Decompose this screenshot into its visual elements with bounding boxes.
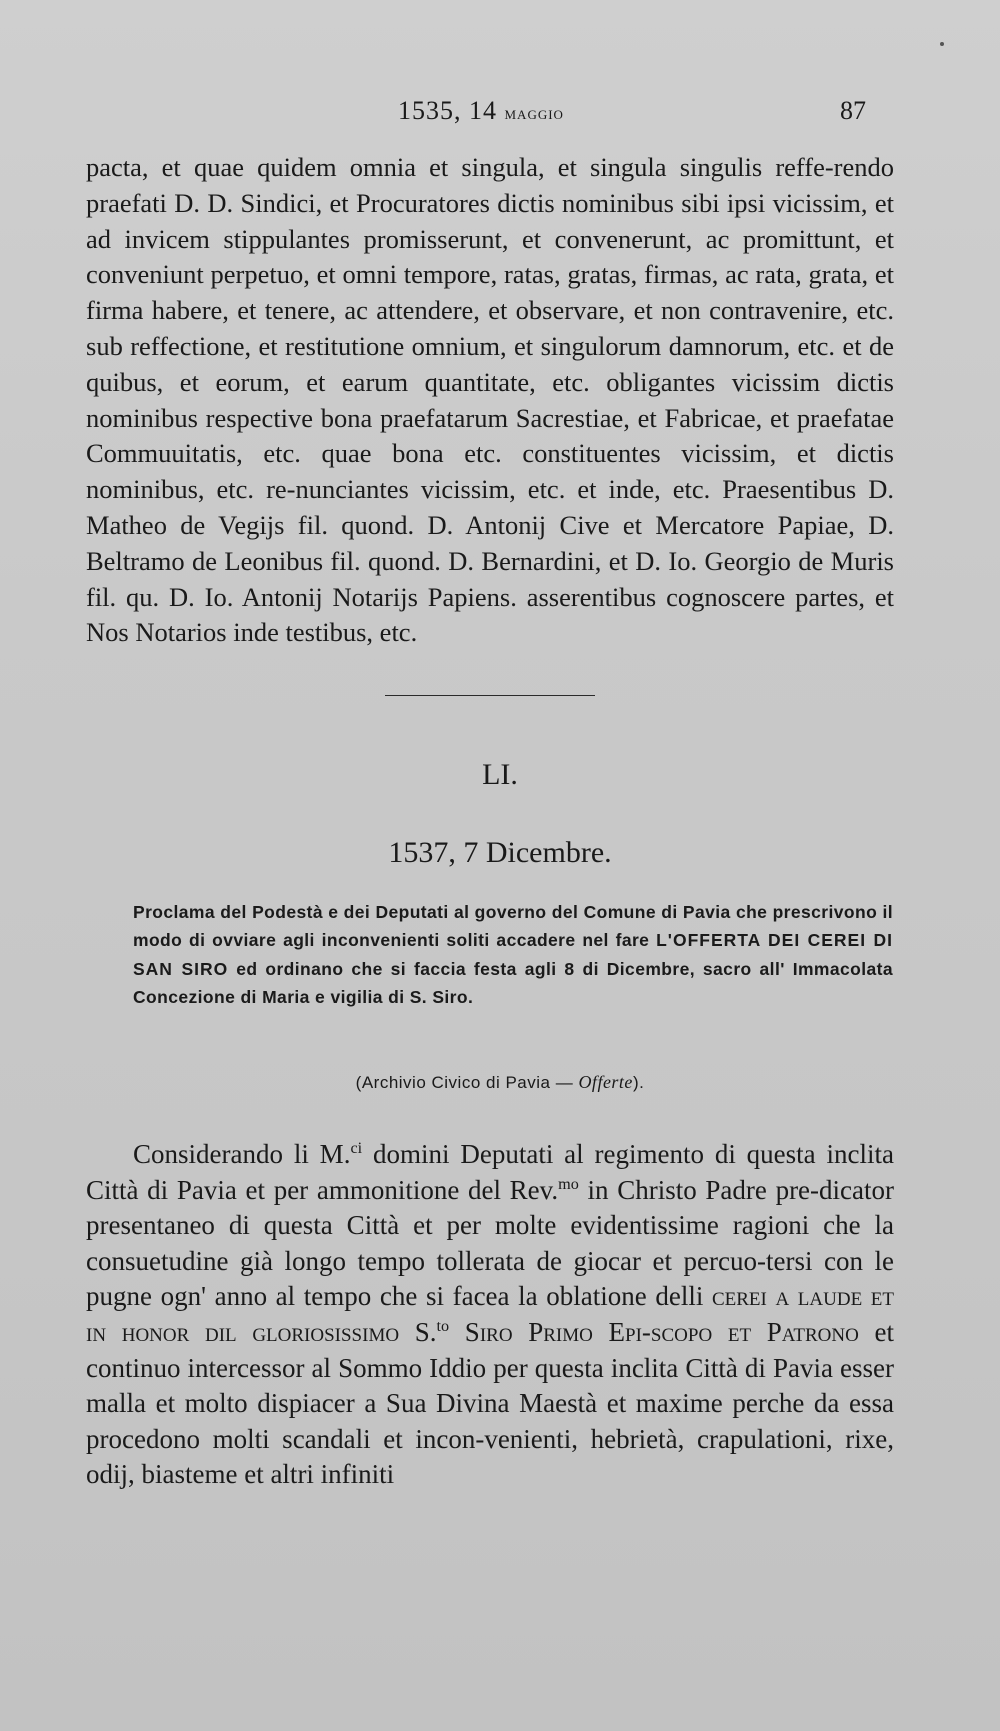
superscript-2: mo bbox=[558, 1174, 579, 1193]
small-caps-1: cerei a laude et in honor dil gloriosissimo bbox=[86, 1281, 894, 1347]
source-open: (Archivio Civico di Pavia — bbox=[355, 1073, 579, 1092]
text-segment-5 bbox=[449, 1317, 465, 1347]
page-number: 87 bbox=[840, 96, 866, 125]
rubric-part-1: Proclama del Podestà e dei Deputati al governo del Comune di Pavia che prescrivono il modo di ovviare agli inconvenienti soliti accadere nel fare bbox=[133, 902, 893, 951]
source-citation bbox=[0, 1072, 1000, 1093]
running-title-date: 1535, 14 bbox=[398, 96, 505, 125]
document-paragraph bbox=[86, 1137, 894, 1493]
running-title-month: maggio bbox=[504, 103, 564, 124]
source-close: ). bbox=[632, 1073, 645, 1092]
superscript-1: ci bbox=[350, 1139, 363, 1157]
previous-document-text bbox=[86, 150, 894, 651]
document-number: LI. bbox=[482, 758, 518, 791]
text-segment-2: domini Deputati al regimento di questa inclita Città di Pavia et per ammonitione del Rev. bbox=[86, 1139, 894, 1205]
superscript-3: to bbox=[436, 1316, 450, 1335]
document-rubric bbox=[133, 898, 893, 1012]
running-title bbox=[398, 96, 564, 126]
document-date: 1537, 7 Dicembre. bbox=[388, 836, 612, 869]
running-head bbox=[0, 96, 1000, 136]
text-segment-6: et continuo intercessor al Sommo Iddio per questa inclita Città di Pavia esser malla et molto dispiacer a Sua Divina Maestà et maxime perche da essa procedono molti scandali et incon-venienti, hebrietà, crapulationi, rixe, odij, biasteme et altri infiniti bbox=[86, 1316, 894, 1490]
text-segment-1: Considerando li M. bbox=[133, 1139, 351, 1169]
rubric-part-2: ed ordinano che si faccia festa agli 8 di Dicembre, sacro all' Immacolata Concezione di Maria e vigilia di S. Siro. bbox=[133, 958, 893, 1008]
document-text bbox=[86, 1137, 894, 1493]
text-segment-3: in Christo Padre pre-dicator presentaneo di questa Città et per molte evidentissime ragioni che la consuetudine già longo tempo tollerata de giocar et percuo-tersi con le pugne ogn' anno al tempo che si facea la oblatione delli bbox=[86, 1174, 894, 1312]
small-caps-2: Siro Primo Epi-scopo et Patrono bbox=[464, 1316, 859, 1347]
rubric-caps: L'OFFERTA DEI CEREI DI SAN SIRO bbox=[133, 930, 893, 979]
ink-speck bbox=[940, 42, 944, 46]
section-divider bbox=[385, 695, 595, 696]
previous-document-paragraph: pacta, et quae quidem omnia et singula, et singula singulis reffe-rendo praefati D. D. Sindici, et Procuratores dictis nominibus sibi ipsi vicissim, et ad invicem stippulantes promisserunt, et convenerunt, ac promittunt, et conveniunt perpetuo, et omni tempore, ratas, gratas, firmas, ac rata, grata, et firma habere, et tenere, ac attendere, et observare, et non contravenire, etc. sub reffectione, et restitutione omnium, et singulorum damnorum, etc. et de quibus, et eorum, et earum quantitate, etc. obligantes vicissim dictis nominibus respective bona praefatarum Sacrestiae, et Fabricae, et praefatae Commuuitatis, etc. quae bona etc. constituentes vicissim, et dictis nominibus, etc. re-nunciantes vicissim, etc. et inde, etc. Praesentibus D. Matheo de Vegijs fil. quond. D. Antonij Cive et Mercatore Papiae, D. Beltramo de Leonibus fil. quond. D. Bernardini, et D. Io. Georgio de Muris fil. qu. D. Io. Antonij Notarijs Papiens. asserentibus cognoscere partes, et Nos Notarios inde testibus, etc. bbox=[86, 152, 894, 648]
source-italic: Offerte bbox=[578, 1072, 633, 1092]
text-segment-4: S. bbox=[399, 1316, 437, 1347]
